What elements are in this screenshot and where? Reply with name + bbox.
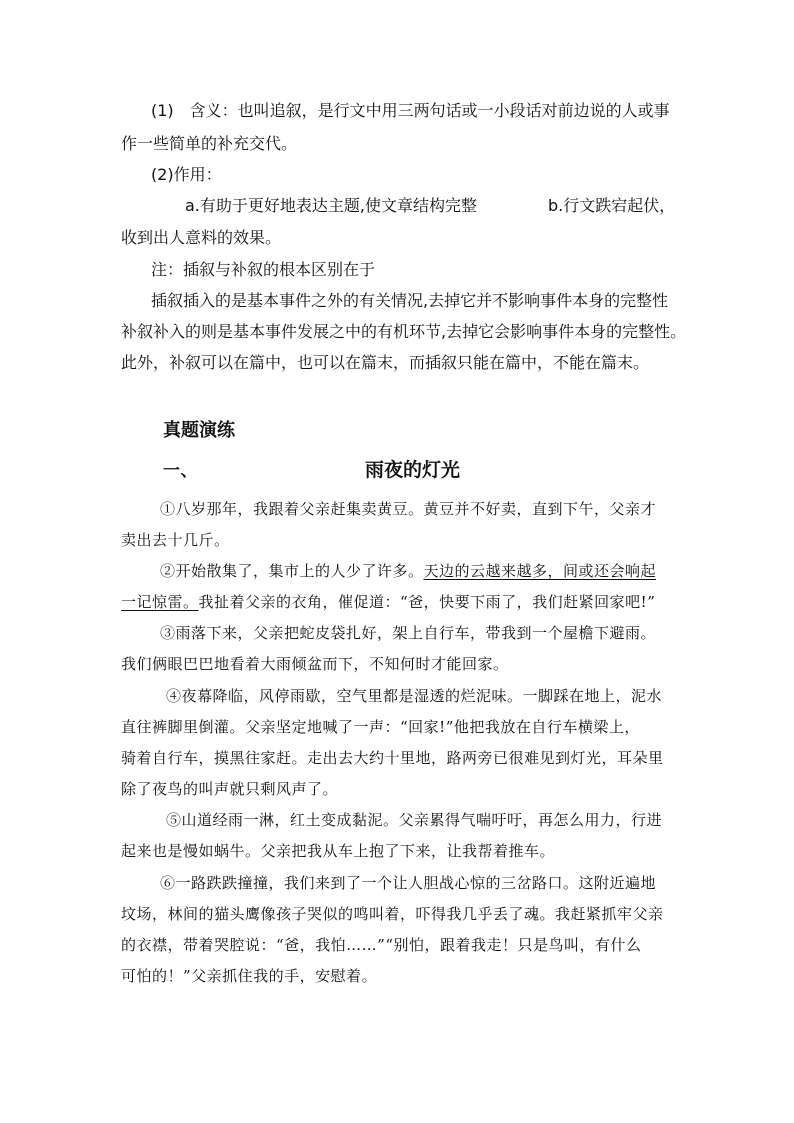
difference-line-3: 此外，补叙可以在篇中，也可以在篇末，而插叙只能在篇中，不能在篇末。 — [121, 353, 650, 372]
story-title: 雨夜的灯光 — [365, 459, 461, 481]
story-p4-line-1: ④夜幕降临，风停雨歇，空气里都是湿透的烂泥味。一脚踩在地上，泥水 — [166, 687, 663, 705]
story-p2-line-1 — [160, 561, 656, 581]
function-item-a: a.有助于更好地表达主题,使文章结构完整 — [185, 196, 477, 215]
story-p3-line-1: ③雨落下来，父亲把蛇皮袋扎好，架上自行车，带我到一个屋檐下避雨。 — [160, 624, 657, 642]
underlined-sentence-part-2: 一记惊雷。 — [121, 593, 199, 611]
story-p6-line-4: 可怕的！”父亲抓住我的手，安慰着。 — [121, 967, 378, 985]
story-p6-line-1: ⑥一路跌跌撞撞，我们来到了一个让人胆战心惊的三岔路口。这附近遍地 — [160, 874, 657, 892]
meaning-line-1: (1) 含义：也叫追叙，是行文中用三两句话或一小段话对前边说的人或事 — [151, 101, 670, 120]
function-item-b: b.行文跌宕起伏， — [548, 196, 676, 215]
practice-heading: 真题演练 — [163, 420, 235, 441]
story-p6-line-3: 的衣襟，带着哭腔说：“爸，我怕……”“别怕，跟着我走！只是鸟叫，有什么 — [121, 936, 642, 954]
story-p5-line-1: ⑤山道经雨一淋，红土变成黏泥。父亲累得气喘吁吁，再怎么用力，行进 — [166, 811, 663, 829]
meaning-line-2: 作一些简单的补充交代。 — [121, 134, 298, 153]
story-p6-line-2: 坟场，林间的猫头鹰像孩子哭似的鸣叫着，吓得我几乎丢了魂。我赶紧抓牢父亲 — [121, 905, 664, 923]
function-label: (2)作用： — [151, 165, 222, 184]
story-p1-line-2: 卖出去十几斤。 — [121, 531, 230, 549]
story-p2-line-2-text: 我扯着父亲的衣角，催促道：“爸，快要下雨了，我们赶紧回家吧!” — [198, 593, 656, 611]
story-p2-line-2 — [121, 592, 655, 612]
story-p4-line-4: 除了夜鸟的叫声就只剩风声了。 — [121, 780, 339, 798]
story-p3-line-2: 我们俩眼巴巴地看着大雨倾盆而下，不知何时才能回家。 — [121, 655, 509, 673]
story-p4-line-2: 直往裤脚里倒灌。父亲坚定地喊了一声：“回家!”他把我放在自行车横梁上， — [121, 718, 640, 736]
story-p2-line-1-text: ②开始散集了，集市上的人少了许多。 — [160, 562, 424, 580]
story-p1-line-1: ①八岁那年，我跟着父亲赶集卖黄豆。黄豆并不好卖，直到下午，父亲才 — [160, 500, 657, 518]
difference-line-1: 插叙插入的是基本事件之外的有关情况,去掉它并不影响事件本身的完整性 — [151, 291, 669, 310]
function-item-b-continued: 收到出人意料的效果。 — [121, 228, 282, 247]
note-label: 注：插叙与补叙的根本区别在于 — [151, 260, 376, 279]
story-p4-line-3: 骑着自行车，摸黑往家赶。走出去大约十里地，路两旁已很难见到灯光，耳朵里 — [121, 749, 664, 767]
difference-line-2: 补叙补入的则是基本事件发展之中的有机环节,去掉它会影响事件本身的完整性。 — [121, 322, 687, 341]
underlined-sentence-part-1: 天边的云越来越多，间或还会响起 — [423, 562, 657, 580]
section-number: 一、 — [163, 461, 198, 481]
story-p5-line-2: 起来也是慢如蜗牛。父亲把我从车上抱了下来，让我帮着推车。 — [121, 842, 556, 860]
